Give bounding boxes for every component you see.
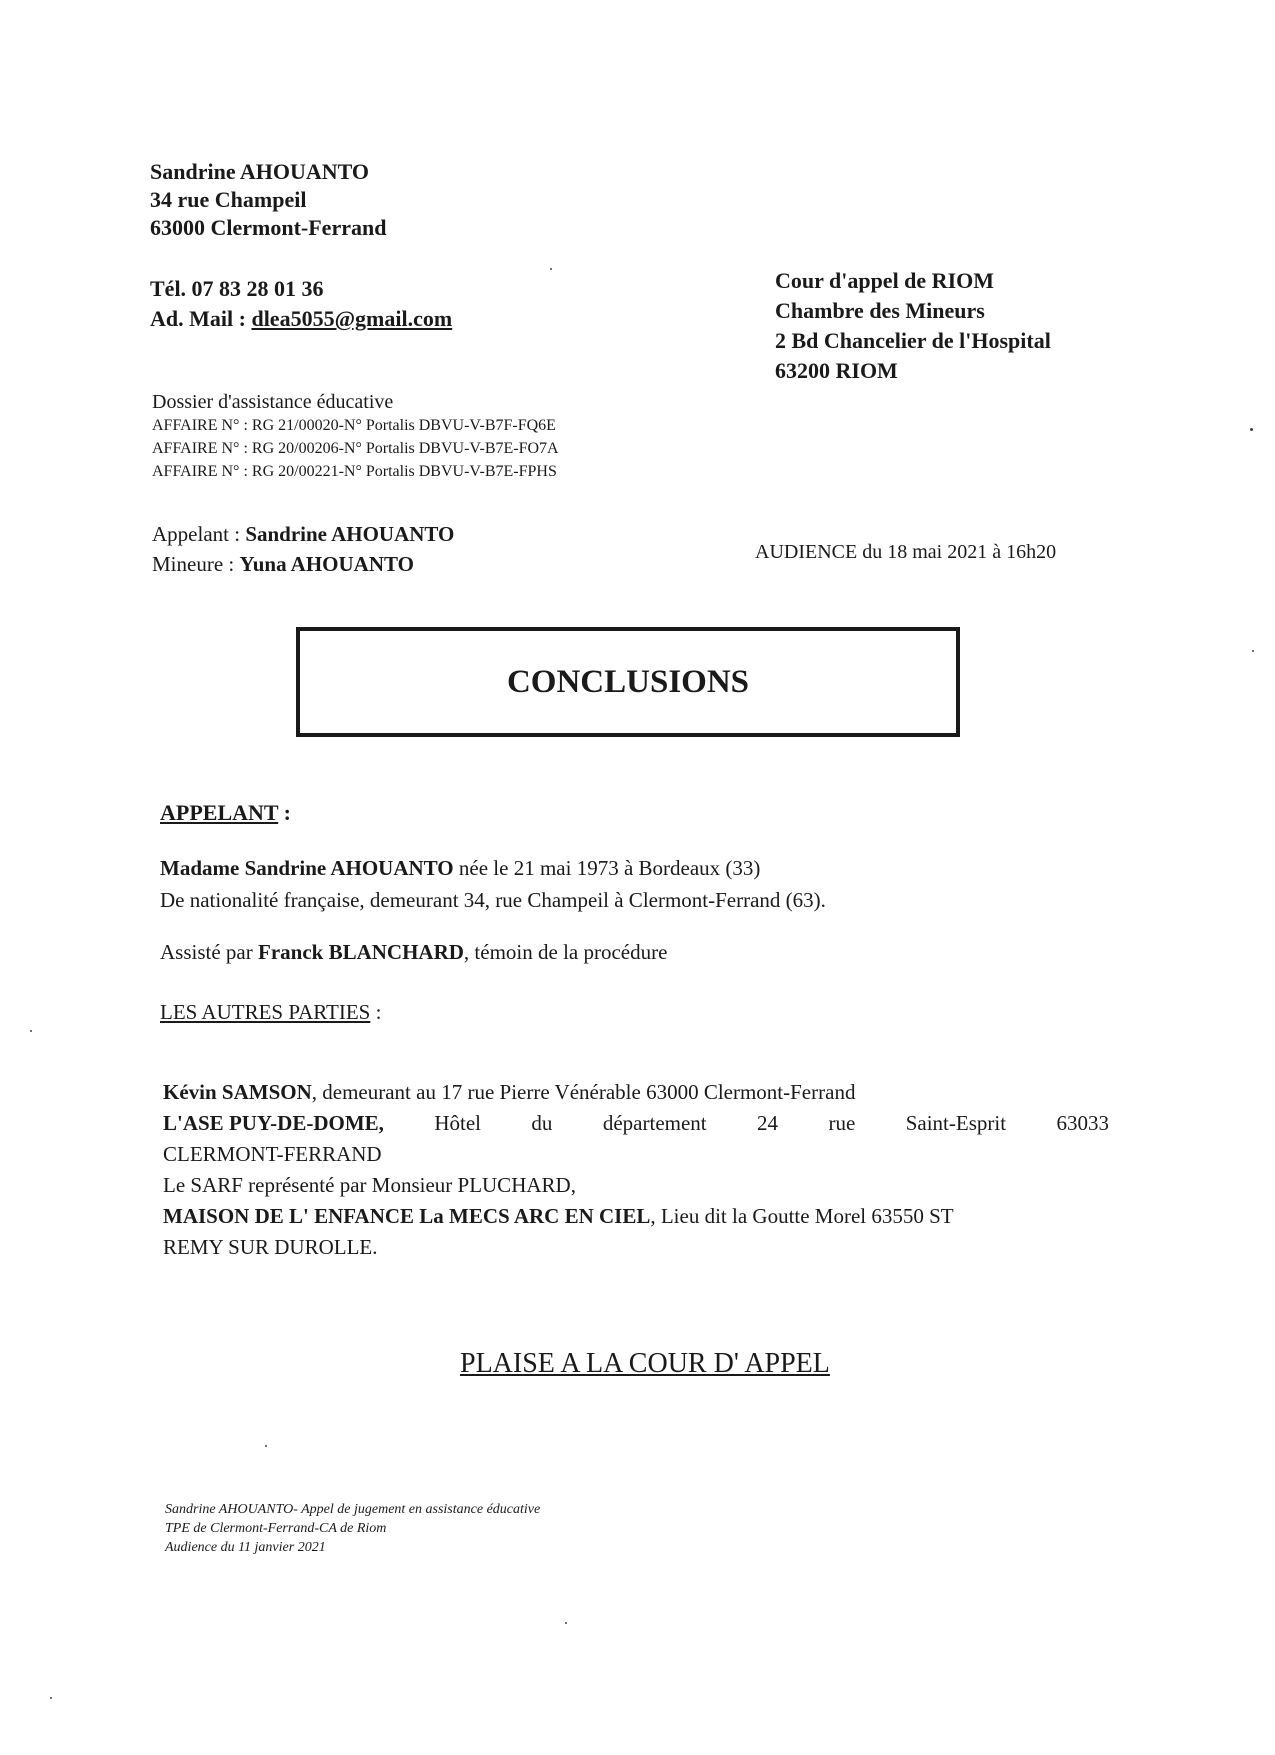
autres-heading-text: LES AUTRES PARTIES: [160, 1000, 371, 1024]
dossier-title: Dossier d'assistance éducative: [152, 391, 394, 413]
scan-speck: [550, 268, 552, 270]
appelant-line: [152, 519, 454, 549]
assiste-name: Franck BLANCHARD: [258, 940, 464, 964]
scan-speck: [50, 1697, 52, 1699]
conclusions-title: CONCLUSIONS: [506, 663, 750, 700]
mail-label: Ad. Mail :: [150, 306, 252, 331]
court-street: 2 Bd Chancelier de l'Hospital: [775, 328, 1051, 353]
sender-mail: [150, 304, 452, 334]
party-ase-word: département: [602, 1111, 707, 1135]
mail-link[interactable]: dlea5055@gmail.com: [251, 306, 453, 331]
page-footer: [165, 1500, 540, 1557]
sender-address: [150, 158, 386, 242]
party-maison-address: , Lieu dit la Goutte Morel 63550 ST: [650, 1204, 954, 1228]
sender-last-name: AHOUANTO: [239, 159, 370, 184]
appelant-full-name: Madame Sandrine AHOUANTO: [160, 856, 454, 880]
court-city: 63200 RIOM: [775, 358, 898, 383]
sender-contact: [150, 274, 452, 334]
party-kevin-name: Kévin SAMSON: [163, 1080, 312, 1104]
party-ase-word: 63033: [1056, 1111, 1109, 1135]
scan-speck: [30, 1030, 32, 1032]
party-ase-word: du: [531, 1111, 553, 1135]
sender-street: 34 rue Champeil: [150, 187, 307, 212]
footer-line: Audience du 11 janvier 2021: [165, 1540, 326, 1555]
appelant-name: Sandrine AHOUANTO: [245, 522, 455, 546]
party-sarf: Le SARF représenté par Monsieur PLUCHARD,: [163, 1173, 576, 1197]
party-kevin-address: , demeurant au 17 rue Pierre Vénérable 63000 Clermont-Ferrand: [311, 1080, 856, 1104]
party-maison: [163, 1201, 1109, 1232]
scan-speck: [1250, 428, 1253, 431]
scan-speck: [565, 1622, 567, 1624]
sender-city: 63000 Clermont-Ferrand: [150, 215, 387, 240]
party-ase-word: Hôtel: [434, 1111, 481, 1135]
sender-phone: Tél. 07 83 28 01 36: [150, 276, 324, 301]
plaise-heading: PLAISE A LA COUR D' APPEL: [460, 1348, 830, 1379]
court-address: [775, 266, 1051, 386]
sender-first-name: Sandrine: [150, 159, 240, 184]
autres-parties-heading: [160, 1000, 381, 1025]
assiste-line: [160, 940, 667, 965]
parties-header: [152, 519, 454, 579]
appelant-label: Appelant :: [152, 522, 246, 546]
affaire-line: AFFAIRE N° : RG 20/00206-N° Portalis DBVU-V-B7E-FO7A: [152, 440, 559, 457]
scan-speck: [1252, 650, 1254, 652]
appelant-residence: De nationalité française, demeurant 34, rue Champeil à Clermont-Ferrand (63).: [160, 888, 826, 912]
party-maison-city: REMY SUR DUROLLE.: [163, 1235, 378, 1259]
assiste-prefix: Assisté par: [160, 940, 258, 964]
dossier-block: [152, 390, 559, 483]
mineure-label: Mineure :: [152, 552, 240, 576]
appelant-birth: née le 21 mai 1973 à Bordeaux (33): [453, 856, 761, 880]
court-chamber: Chambre des Mineurs: [775, 298, 985, 323]
party-ase-word: Saint-Esprit: [905, 1111, 1007, 1135]
appelant-section-heading: [160, 800, 291, 826]
scan-speck: [265, 1445, 267, 1447]
assiste-suffix: , témoin de la procédure: [463, 940, 668, 964]
appelant-heading-text: APPELANT: [160, 800, 279, 825]
sender-name: [150, 158, 386, 186]
appelant-details: [160, 852, 826, 916]
appelant-identity: [160, 852, 826, 884]
footer-line: Sandrine AHOUANTO- Appel de jugement en assistance éducative: [165, 1502, 541, 1517]
party-kevin: [163, 1077, 1109, 1108]
mineure-line: [152, 549, 454, 579]
party-ase: [163, 1108, 1109, 1139]
party-ase-city: CLERMONT-FERRAND: [163, 1142, 382, 1166]
affaire-line: AFFAIRE N° : RG 21/00020-N° Portalis DBVU-V-B7F-FQ6E: [152, 417, 556, 434]
mineure-name: Yuna AHOUANTO: [239, 552, 414, 576]
party-maison-name: MAISON DE L' ENFANCE La MECS ARC EN CIEL: [163, 1204, 651, 1228]
party-ase-word: 24: [757, 1111, 779, 1135]
court-name: Cour d'appel de RIOM: [775, 268, 995, 293]
affaire-line: AFFAIRE N° : RG 20/00221-N° Portalis DBVU-V-B7E-FPHS: [152, 463, 557, 480]
audience-date: AUDIENCE du 18 mai 2021 à 16h20: [755, 541, 1057, 563]
autres-heading-colon: :: [370, 1000, 382, 1024]
party-ase-name: L'ASE PUY-DE-DOME,: [163, 1111, 384, 1135]
conclusions-title-box: [296, 627, 960, 737]
party-ase-word: rue: [828, 1111, 856, 1135]
appelant-heading-colon: :: [278, 800, 291, 825]
footer-line: TPE de Clermont-Ferrand-CA de Riom: [165, 1521, 387, 1536]
autres-parties-list: [163, 1077, 1109, 1263]
